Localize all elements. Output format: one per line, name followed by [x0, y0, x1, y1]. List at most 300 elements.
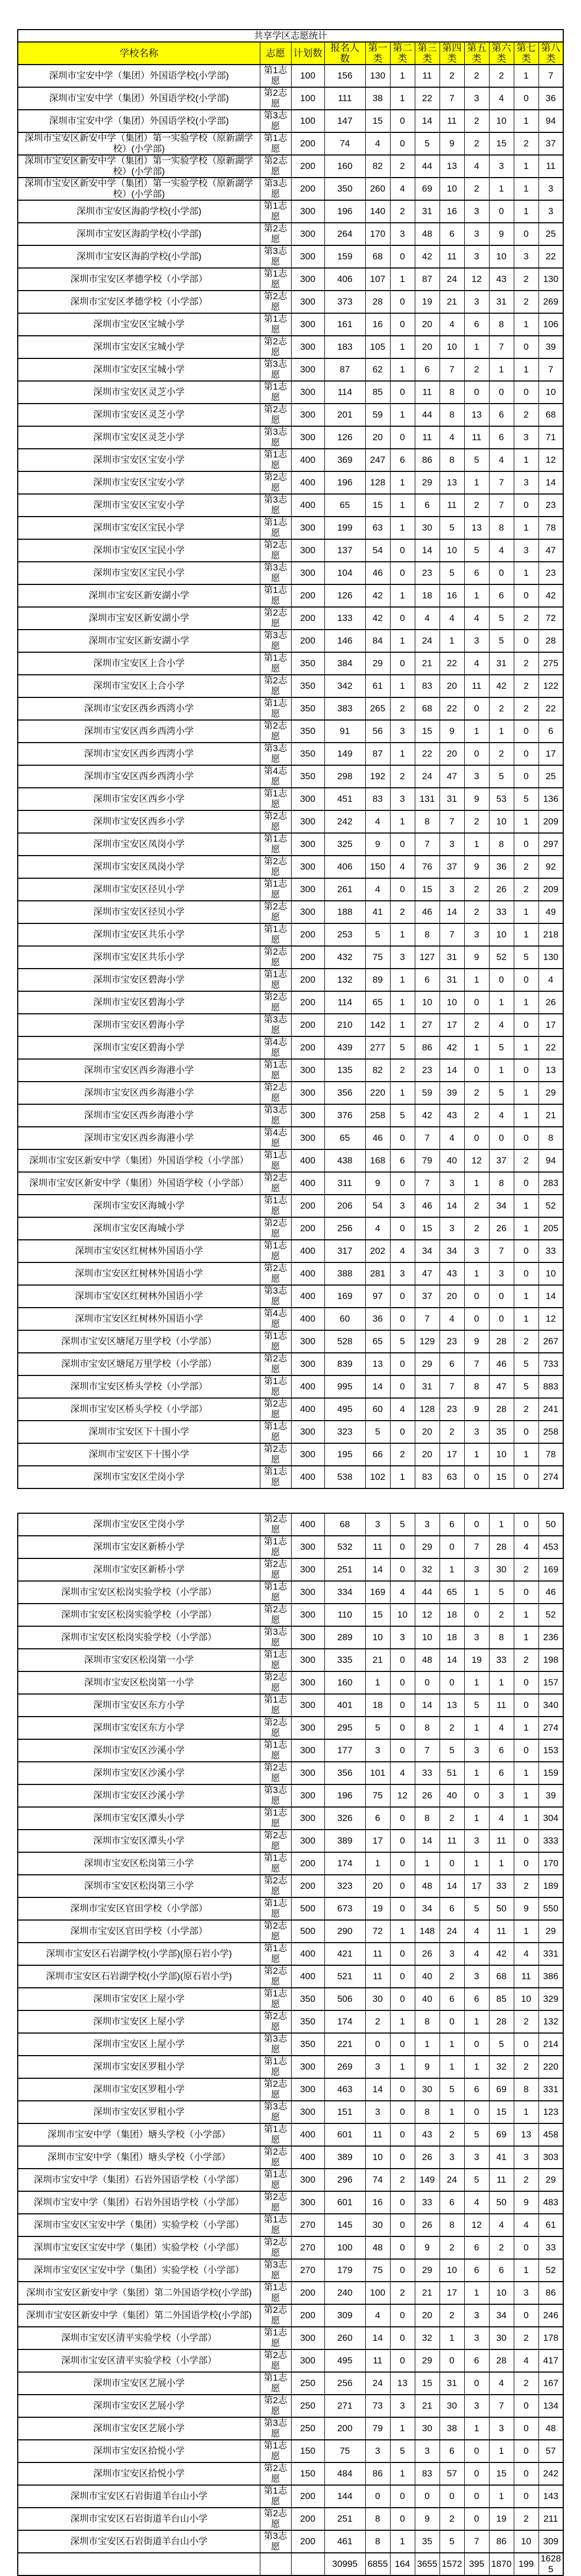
value-cell: 0 — [514, 720, 539, 743]
value-cell: 3 — [365, 2101, 390, 2123]
value-cell: 10 — [440, 178, 464, 200]
value-cell: 300 — [291, 313, 324, 336]
school-name-cell: 深圳市宝安区塘尾万里学校（小学部） — [18, 1330, 260, 1353]
value-cell: 0 — [390, 2214, 415, 2236]
value-cell: 33 — [539, 1240, 563, 1262]
value-cell: 4 — [514, 2214, 539, 2236]
value-cell: 5 — [489, 607, 514, 630]
value-cell: 198 — [539, 1649, 563, 1671]
school-name-cell: 深圳市宝安区官田学校（小学部） — [18, 1920, 260, 1943]
value-cell: 4 — [489, 87, 514, 110]
value-cell: 69 — [489, 2123, 514, 2146]
value-cell: 333 — [539, 1830, 563, 1852]
volunteer-cell: 第4志愿 — [260, 1127, 291, 1149]
value-cell: 22 — [539, 245, 563, 268]
column-header-school: 学校名称 — [18, 42, 260, 65]
value-cell: 3 — [440, 2146, 464, 2169]
value-cell: 0 — [390, 562, 415, 584]
value-cell: 63 — [440, 1466, 464, 1488]
value-cell: 2 — [514, 1875, 539, 1897]
value-cell: 0 — [390, 1127, 415, 1149]
value-cell: 386 — [539, 1965, 563, 1988]
value-cell: 8 — [440, 404, 464, 426]
school-name-cell: 深圳市宝安区上合小学 — [18, 675, 260, 697]
value-cell: 13 — [440, 471, 464, 494]
value-cell: 300 — [291, 788, 324, 810]
volunteer-cell: 第2志愿 — [260, 1762, 291, 1784]
volunteer-cell: 第1志愿 — [260, 1988, 291, 2010]
value-cell: 7 — [464, 1353, 489, 1375]
value-cell: 1 — [390, 404, 415, 426]
value-cell: 300 — [291, 2349, 324, 2372]
value-cell: 300 — [291, 2056, 324, 2078]
value-cell: 2 — [464, 110, 489, 132]
value-cell: 13 — [539, 1059, 563, 1082]
volunteer-cell: 第1志愿 — [260, 1943, 291, 1965]
value-cell: 200 — [291, 630, 324, 652]
volunteer-cell: 第1志愿 — [260, 1739, 291, 1762]
value-cell: 0 — [464, 2372, 489, 2395]
value-cell: 439 — [324, 1036, 365, 1059]
value-cell: 0 — [390, 2078, 415, 2101]
value-cell: 0 — [514, 969, 539, 991]
table-row — [18, 1421, 563, 1443]
value-cell: 8 — [489, 1626, 514, 1649]
value-cell: 1 — [514, 923, 539, 946]
value-cell: 1 — [464, 1807, 489, 1830]
value-cell: 400 — [291, 1375, 324, 1398]
value-cell: 1 — [514, 562, 539, 584]
value-cell: 2 — [464, 494, 489, 517]
value-cell: 5 — [489, 1581, 514, 1604]
value-cell: 4 — [440, 1127, 464, 1149]
value-cell: 2 — [514, 291, 539, 313]
value-cell: 0 — [390, 539, 415, 562]
value-cell: 75 — [365, 2259, 390, 2282]
value-cell: 7 — [489, 1240, 514, 1262]
value-cell: 251 — [324, 1558, 365, 1581]
value-cell: 200 — [291, 2508, 324, 2530]
value-cell: 4 — [539, 969, 563, 991]
value-cell: 24 — [440, 2169, 464, 2191]
value-cell: 146 — [324, 630, 365, 652]
value-cell: 127 — [415, 946, 440, 969]
value-cell: 10 — [440, 336, 464, 358]
value-cell: 3 — [365, 2440, 390, 2462]
value-cell: 2 — [464, 132, 489, 155]
value-cell: 1 — [464, 1581, 489, 1604]
value-cell: 14 — [539, 1285, 563, 1308]
value-cell: 839 — [324, 1353, 365, 1375]
value-cell: 1 — [390, 494, 415, 517]
value-cell: 0 — [390, 1285, 415, 1308]
value-cell: 1 — [390, 1082, 415, 1104]
value-cell: 4 — [415, 607, 440, 630]
value-cell: 300 — [291, 856, 324, 878]
value-cell: 4 — [390, 1762, 415, 1784]
value-cell: 3 — [464, 200, 489, 223]
school-name-cell: 深圳市宝安中学（集团）外国语学校(小学部) — [18, 110, 260, 132]
value-cell: 21 — [415, 2395, 440, 2417]
school-name-cell: 深圳市宝安区海韵学校(小学部) — [18, 245, 260, 268]
value-cell: 11 — [489, 1694, 514, 1717]
school-name-cell: 深圳市宝安区上屋小学 — [18, 2033, 260, 2056]
value-cell: 164 — [390, 2553, 415, 2575]
value-cell: 6 — [489, 1762, 514, 1784]
value-cell: 296 — [324, 2169, 365, 2191]
value-cell: 13 — [464, 404, 489, 426]
value-cell: 4 — [489, 539, 514, 562]
value-cell: 37 — [489, 1149, 514, 1172]
volunteer-cell: 第1志愿 — [260, 2056, 291, 2078]
column-header-11: 第八类 — [539, 42, 563, 65]
value-cell: 0 — [464, 991, 489, 1014]
value-cell: 46 — [365, 1127, 390, 1149]
value-cell: 30 — [489, 1558, 514, 1581]
value-cell: 20 — [415, 1421, 440, 1443]
value-cell: 5 — [365, 923, 390, 946]
value-cell: 5 — [440, 517, 464, 539]
total-row — [18, 2553, 563, 2575]
stats-table-2 — [17, 1513, 564, 2576]
school-name-cell: 深圳市宝安区灵芝小学 — [18, 381, 260, 404]
value-cell: 21 — [539, 1104, 563, 1127]
value-cell: 83 — [365, 788, 390, 810]
value-cell: 271 — [324, 2395, 365, 2417]
value-cell: 2 — [365, 2010, 390, 2033]
value-cell: 150 — [291, 2440, 324, 2462]
table-row — [18, 1195, 563, 1217]
value-cell: 61 — [365, 675, 390, 697]
table-row — [18, 2078, 563, 2101]
table-row — [18, 132, 563, 155]
value-cell: 100 — [291, 65, 324, 87]
value-cell: 200 — [291, 2282, 324, 2304]
value-cell: 0 — [514, 1671, 539, 1694]
volunteer-cell: 第1志愿 — [260, 449, 291, 471]
value-cell: 1 — [514, 2259, 539, 2282]
value-cell: 438 — [324, 1149, 365, 1172]
value-cell: 3 — [464, 630, 489, 652]
value-cell: 421 — [324, 1943, 365, 1965]
value-cell: 200 — [291, 1036, 324, 1059]
value-cell: 270 — [291, 2214, 324, 2236]
table-row — [18, 2349, 563, 2372]
value-cell: 253 — [324, 923, 365, 946]
value-cell: 82 — [365, 155, 390, 178]
value-cell: 400 — [291, 1513, 324, 1536]
value-cell: 10 — [440, 2259, 464, 2282]
table-row — [18, 1807, 563, 1830]
value-cell: 300 — [291, 2327, 324, 2349]
value-cell: 0 — [464, 743, 489, 765]
value-cell: 0 — [514, 1513, 539, 1536]
value-cell: 104 — [324, 562, 365, 584]
value-cell: 17 — [440, 1014, 464, 1036]
value-cell: 9 — [464, 1398, 489, 1421]
school-name-cell: 深圳市宝安区松岗实验学校（小学部） — [18, 1604, 260, 1626]
value-cell: 69 — [489, 2078, 514, 2101]
value-cell: 72 — [365, 1920, 390, 1943]
value-cell: 19 — [489, 2508, 514, 2530]
table-row — [18, 2417, 563, 2440]
value-cell: 0 — [390, 1671, 415, 1694]
value-cell: 9 — [415, 2508, 440, 2530]
value-cell: 205 — [539, 1217, 563, 1240]
value-cell: 10 — [415, 1626, 440, 1649]
value-cell: 140 — [365, 200, 390, 223]
value-cell: 270 — [291, 2236, 324, 2259]
value-cell: 400 — [291, 1965, 324, 1988]
value-cell: 37 — [440, 856, 464, 878]
value-cell: 673 — [324, 1897, 365, 1920]
value-cell: 9 — [514, 1897, 539, 1920]
value-cell: 2 — [514, 2327, 539, 2349]
value-cell: 0 — [390, 132, 415, 155]
table-row — [18, 1262, 563, 1285]
value-cell: 4 — [489, 2214, 514, 2236]
school-name-cell: 深圳市宝安区松岗第三小学 — [18, 1875, 260, 1897]
value-cell: 300 — [291, 833, 324, 856]
value-cell: 0 — [390, 313, 415, 336]
volunteer-cell: 第2志愿 — [260, 404, 291, 426]
table-row — [18, 1149, 563, 1172]
value-cell: 42 — [440, 1036, 464, 1059]
value-cell: 37 — [415, 1285, 440, 1308]
value-cell: 100 — [291, 87, 324, 110]
table-row — [18, 901, 563, 923]
value-cell: 20 — [440, 1285, 464, 1308]
table-row — [18, 856, 563, 878]
volunteer-cell: 第2志愿 — [260, 291, 291, 313]
value-cell: 142 — [365, 1014, 390, 1036]
volunteer-cell: 第2志愿 — [260, 1262, 291, 1285]
value-cell: 135 — [324, 1059, 365, 1082]
value-cell: 218 — [539, 923, 563, 946]
value-cell: 1 — [489, 2440, 514, 2462]
value-cell: 4 — [489, 449, 514, 471]
value-cell: 1 — [390, 471, 415, 494]
value-cell: 31 — [440, 969, 464, 991]
value-cell: 73 — [365, 2395, 390, 2417]
value-cell: 1 — [390, 675, 415, 697]
value-cell: 122 — [539, 675, 563, 697]
value-cell: 5 — [365, 1717, 390, 1739]
volunteer-cell: 第3志愿 — [260, 245, 291, 268]
value-cell: 1 — [464, 1717, 489, 1739]
value-cell: 21 — [415, 652, 440, 675]
value-cell: 8 — [440, 381, 464, 404]
value-cell: 1 — [390, 1014, 415, 1036]
value-cell: 3 — [365, 2056, 390, 2078]
value-cell: 10 — [365, 1626, 390, 1649]
value-cell: 350 — [291, 675, 324, 697]
value-cell: 126 — [324, 426, 365, 449]
value-cell: 4 — [489, 1717, 514, 1739]
value-cell: 0 — [489, 1308, 514, 1330]
value-cell: 2 — [390, 1059, 415, 1082]
value-cell: 0 — [514, 1059, 539, 1082]
volunteer-cell: 第2志愿 — [260, 1920, 291, 1943]
school-name-cell: 深圳市宝安区石岩湖学校(小学部)(原石岩小学) — [18, 1943, 260, 1965]
value-cell: 211 — [539, 2508, 563, 2530]
value-cell: 3 — [464, 87, 489, 110]
value-cell: 3 — [489, 1784, 514, 1807]
volunteer-cell: 第1志愿 — [260, 1807, 291, 1830]
value-cell: 29 — [415, 471, 440, 494]
value-cell: 300 — [291, 2101, 324, 2123]
value-cell: 3 — [464, 1626, 489, 1649]
value-cell: 240 — [324, 2282, 365, 2304]
school-name-cell: 深圳市宝安区宝安小学 — [18, 471, 260, 494]
volunteer-cell: 第2志愿 — [260, 1830, 291, 1852]
value-cell: 54 — [365, 539, 390, 562]
value-cell: 298 — [324, 765, 365, 788]
value-cell: 33 — [415, 1762, 440, 1784]
value-cell: 9 — [464, 856, 489, 878]
value-cell: 128 — [365, 471, 390, 494]
value-cell: 14 — [365, 1375, 390, 1398]
value-cell: 40 — [440, 1784, 464, 1807]
value-cell: 3 — [514, 245, 539, 268]
value-cell: 169 — [324, 1285, 365, 1308]
value-cell: 26 — [539, 991, 563, 1014]
volunteer-cell: 第1志愿 — [260, 584, 291, 607]
value-cell: 0 — [489, 200, 514, 223]
value-cell: 241 — [539, 1398, 563, 1421]
volunteer-cell: 第3志愿 — [260, 562, 291, 584]
school-name-cell: 深圳市宝安区碧海小学 — [18, 1014, 260, 1036]
value-cell: 11 — [539, 155, 563, 178]
value-cell: 3 — [514, 471, 539, 494]
school-name-cell: 深圳市宝安区上屋小学 — [18, 2010, 260, 2033]
value-cell: 6 — [489, 584, 514, 607]
value-cell: 8 — [489, 313, 514, 336]
value-cell: 389 — [324, 1830, 365, 1852]
table-row — [18, 2485, 563, 2508]
value-cell: 1 — [514, 1443, 539, 1466]
table-row — [18, 1172, 563, 1195]
value-cell: 24 — [440, 268, 464, 291]
value-cell: 3 — [390, 1195, 415, 1217]
school-name-cell: 深圳市宝安区下十围小学 — [18, 1443, 260, 1466]
value-cell: 143 — [539, 2485, 563, 2508]
volunteer-cell: 第2志愿 — [260, 991, 291, 1014]
value-cell: 12 — [415, 1604, 440, 1626]
value-cell: 5 — [390, 1104, 415, 1127]
school-name-cell: 深圳市宝安区罗租小学 — [18, 2101, 260, 2123]
value-cell: 0 — [390, 2485, 415, 2508]
value-cell: 20 — [415, 313, 440, 336]
value-cell: 107 — [365, 268, 390, 291]
volunteer-cell: 第1志愿 — [260, 923, 291, 946]
table-row — [18, 313, 563, 336]
school-name-cell: 深圳市宝安区清平实验学校（小学部） — [18, 2327, 260, 2349]
volunteer-cell: 第2志愿 — [260, 87, 291, 110]
value-cell: 4 — [390, 1240, 415, 1262]
value-cell: 2 — [464, 65, 489, 87]
value-cell: 3 — [390, 720, 415, 743]
value-cell: 0 — [390, 1965, 415, 1988]
table-row — [18, 1104, 563, 1127]
table-row — [18, 1920, 563, 1943]
value-cell: 16285 — [539, 2553, 563, 2575]
value-cell: 114 — [324, 991, 365, 1014]
value-cell: 85 — [365, 381, 390, 404]
value-cell: 14 — [415, 539, 440, 562]
value-cell: 0 — [464, 381, 489, 404]
value-cell: 26 — [415, 2146, 440, 2169]
value-cell: 401 — [324, 1694, 365, 1717]
value-cell: 1 — [390, 969, 415, 991]
value-cell: 131 — [415, 788, 440, 810]
value-cell: 2 — [514, 1330, 539, 1353]
volunteer-cell: 第2志愿 — [260, 675, 291, 697]
value-cell: 300 — [291, 223, 324, 245]
value-cell: 1 — [489, 358, 514, 381]
value-cell: 6 — [489, 404, 514, 426]
value-cell: 1 — [464, 1036, 489, 1059]
value-cell: 13 — [514, 2123, 539, 2146]
school-name-cell: 深圳市宝安区松岗实验学校（小学部） — [18, 1581, 260, 1604]
value-cell: 329 — [539, 1988, 563, 2010]
value-cell: 27 — [415, 1014, 440, 1036]
value-cell: 5 — [464, 449, 489, 471]
value-cell: 4 — [489, 1104, 514, 1127]
table-row — [18, 178, 563, 200]
value-cell: 6 — [464, 2259, 489, 2282]
value-cell: 2 — [440, 65, 464, 87]
value-cell: 48 — [415, 1649, 440, 1671]
value-cell: 1 — [390, 743, 415, 765]
value-cell: 15 — [489, 1466, 514, 1488]
value-cell: 0 — [390, 1172, 415, 1195]
volunteer-cell: 第2志愿 — [260, 1965, 291, 1988]
value-cell: 269 — [324, 2056, 365, 2078]
value-cell: 28 — [365, 291, 390, 313]
value-cell: 6 — [415, 969, 440, 991]
value-cell: 14 — [415, 110, 440, 132]
school-name-cell: 深圳市宝安区罗租小学 — [18, 2078, 260, 2101]
value-cell: 334 — [324, 1581, 365, 1604]
value-cell: 2 — [464, 1104, 489, 1127]
value-cell: 86 — [365, 2462, 390, 2485]
value-cell: 29 — [415, 1536, 440, 1558]
value-cell: 137 — [324, 539, 365, 562]
value-cell: 0 — [390, 245, 415, 268]
value-cell: 2 — [514, 268, 539, 291]
value-cell: 16 — [365, 2191, 390, 2214]
value-cell: 11 — [489, 2169, 514, 2191]
school-name-cell: 深圳市宝安区碧海小学 — [18, 1036, 260, 1059]
value-cell: 0 — [514, 1421, 539, 1443]
school-name-cell: 深圳市宝安区艺展小学 — [18, 2372, 260, 2395]
value-cell: 4 — [390, 1398, 415, 1421]
value-cell: 6 — [440, 1897, 464, 1920]
value-cell: 1 — [489, 178, 514, 200]
value-cell: 300 — [291, 1558, 324, 1581]
value-cell: 0 — [440, 1671, 464, 1694]
table-row — [18, 87, 563, 110]
school-name-cell: 深圳市宝安区碧海小学 — [18, 991, 260, 1014]
value-cell: 159 — [324, 245, 365, 268]
school-name-cell: 深圳市宝安中学（集团）石岩外国语学校（小学部） — [18, 2169, 260, 2191]
volunteer-cell: 第1志愿 — [260, 200, 291, 223]
table-row — [18, 471, 563, 494]
table-row — [18, 2530, 563, 2553]
value-cell: 26 — [415, 1943, 440, 1965]
volunteer-cell: 第2志愿 — [260, 2304, 291, 2327]
